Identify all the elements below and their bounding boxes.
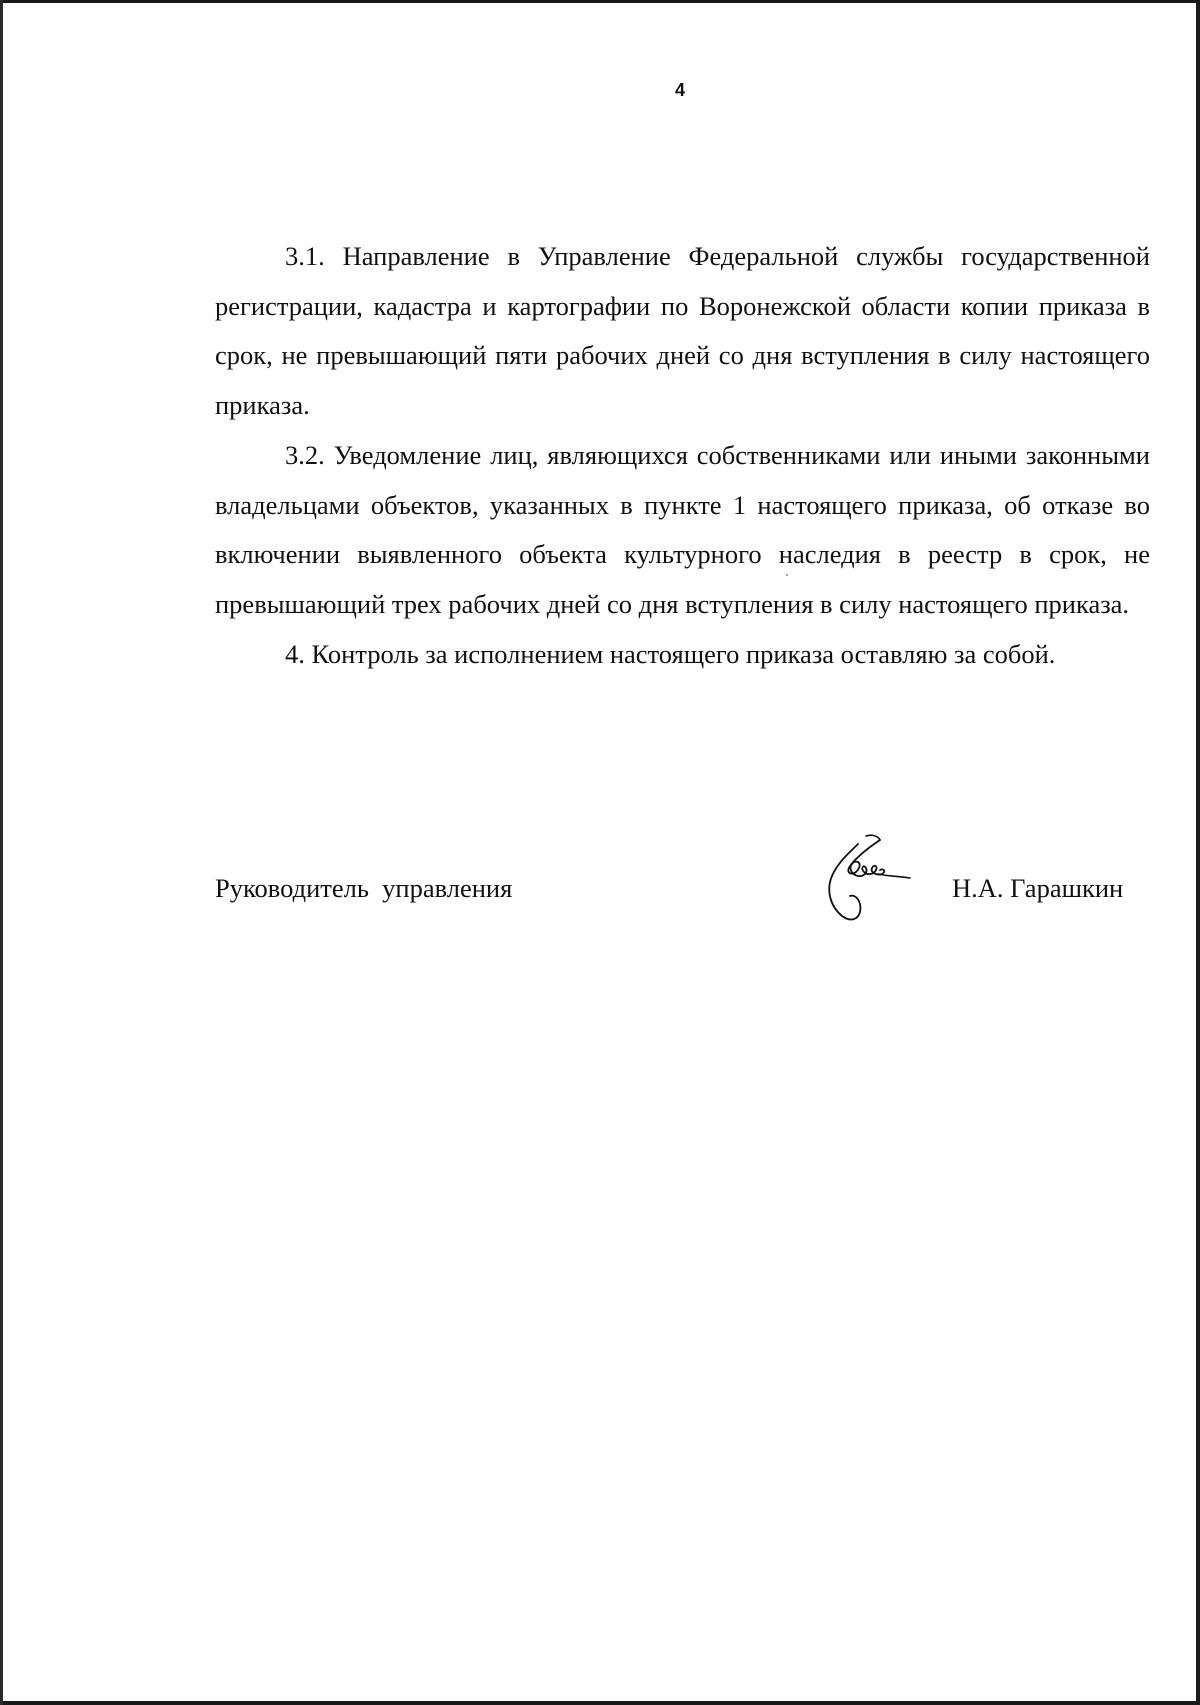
scan-border-bottom bbox=[0, 1701, 1200, 1705]
document-body bbox=[215, 232, 1150, 679]
scan-border-top bbox=[0, 0, 1200, 3]
signer-name: Н.А. Гарашкин bbox=[952, 873, 1124, 903]
paragraph-3-2: 3.2. Уведомление лиц, являющихся собственниками или иными законными владельцами объектов, указанных в пункте 1 настоящего приказа, об отказе во включении выявленного объекта культурного наследия в реестр в срок, не превышающий трех рабочих дней со дня вступления в силу настоящего приказа. bbox=[215, 439, 1150, 619]
page-number: 4 bbox=[674, 80, 685, 100]
handwritten-signature bbox=[820, 832, 930, 932]
paragraph-3-1: 3.1. Направление в Управление Федеральной службы государственной регистрации, кадастра и картографии по Воронежской области копии приказа в срок, не превышающий пяти рабочих дней со дня вступления в силу настоящего приказа. bbox=[215, 241, 1150, 421]
scan-speck bbox=[786, 574, 788, 576]
paragraph-4: 4. Контроль за исполнением настоящего приказа оставляю за собой. bbox=[285, 638, 1056, 669]
scan-border-left bbox=[0, 0, 3, 1705]
scan-border-right bbox=[1196, 0, 1200, 1705]
signer-position-title: Руководитель управления bbox=[215, 873, 513, 903]
